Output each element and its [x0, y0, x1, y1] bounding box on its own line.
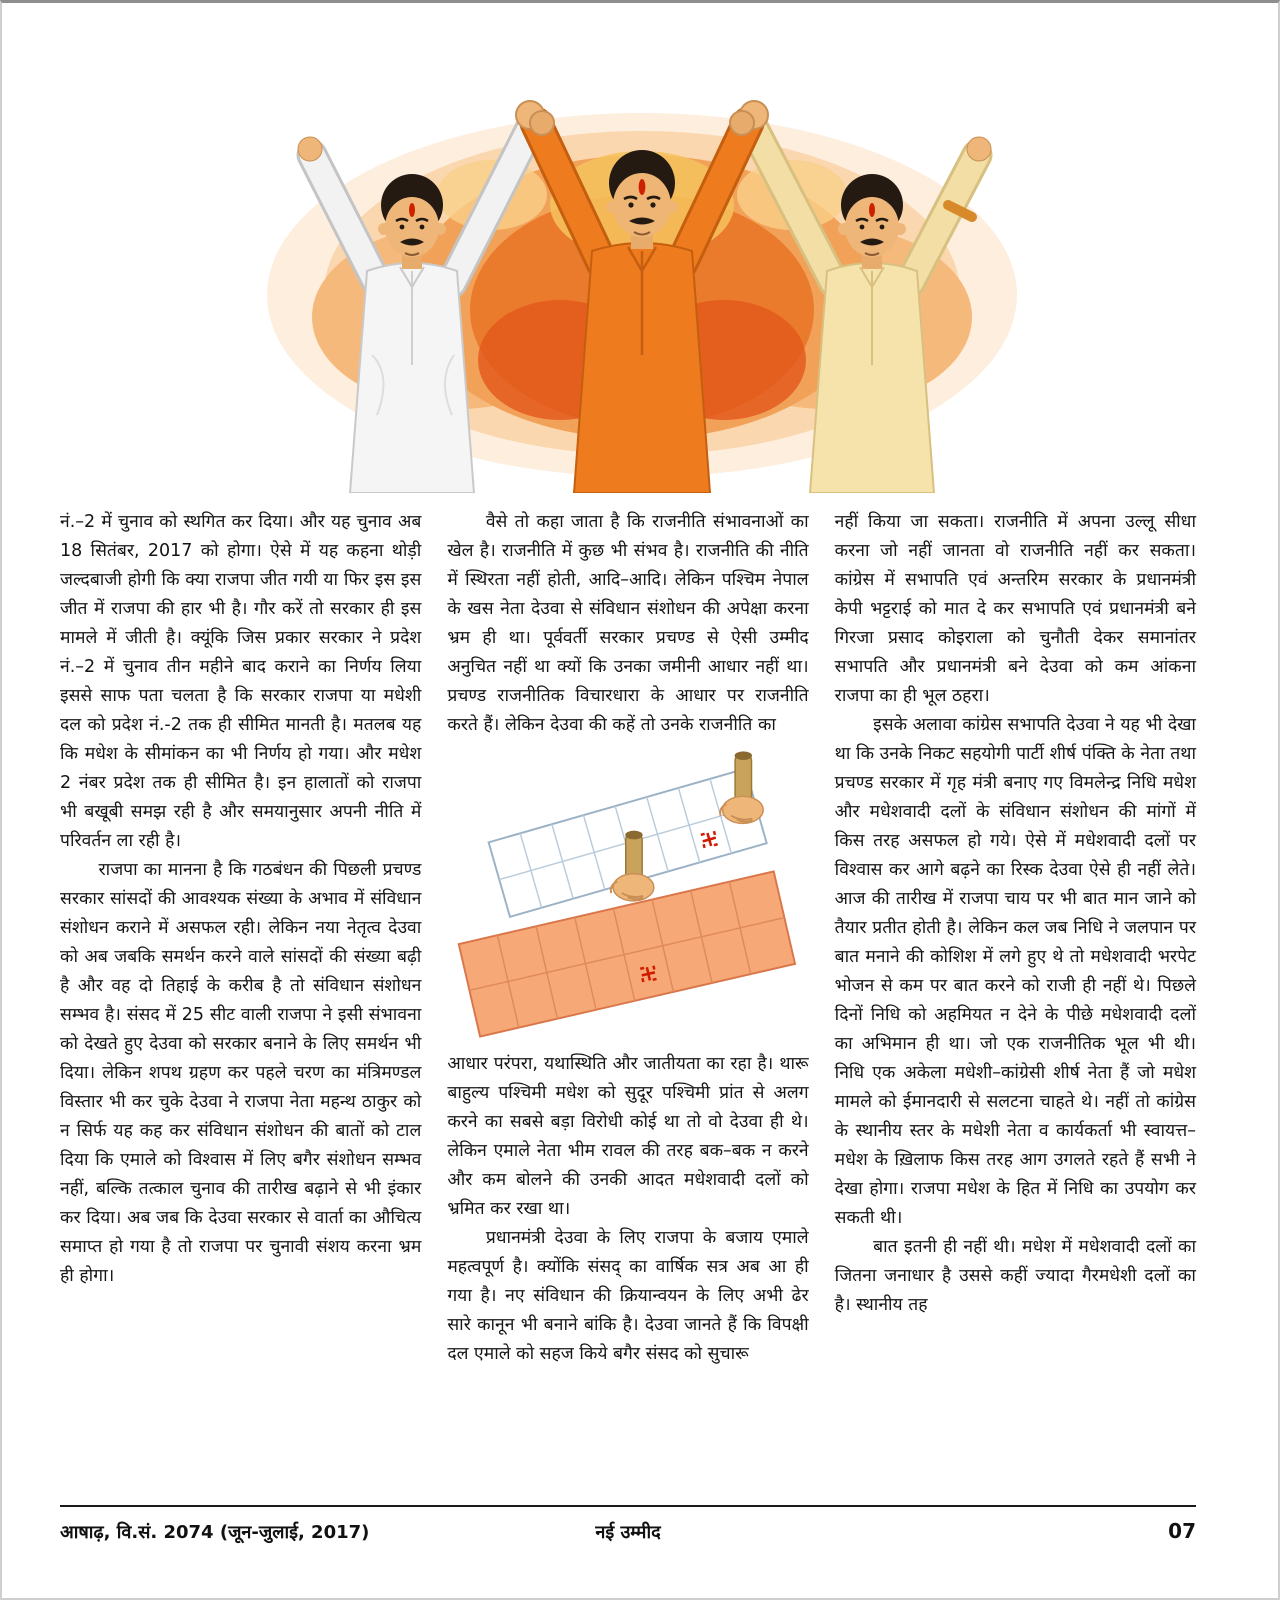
footer-issue-date: आषाढ़, वि.सं. 2074 (जून-जुलाई, 2017)	[60, 1522, 370, 1543]
paragraph: बात इतनी ही नहीं थी। मधेश में मधेशवादी दलों का जितना जनाधार है उससे कहीं ज्यादा गैरमधेशी दलों का है। स्थानीय तह	[834, 1237, 1196, 1315]
page-footer	[60, 1505, 1196, 1544]
paragraph: इसके अलावा कांग्रेस सभापति देउवा ने यह भी देखा था कि उनके निकट सहयोगी पार्टी शीर्ष पंक्ति के नेता तथा प्रचण्ड सरकार में गृह मंत्री बनाए गए विमलेन्द्र निधि मधेश और मधेशवादी दलों के संविधान संशोधन की मांगों में किस तरह असफल हो गये। ऐसे में मधेशवादी दलों पर विश्वास कर आगे बढ़ने का रिस्क देउवा ऐसे ही नहीं लेते। आज की तारीख में राजपा चाय पर भी बात मान जाने को तैयार प्रतीत होती है। लेकिन कल जब निधि ने जलपान पर बात मनाने की कोशिश में लगे हुए थे तो मधेशवादी भरपेट भोजन से कम पर बात करने को राजी ही नहीं थे। पिछले दिनों निधि को अहमियत न देने के पीछे मधेशवादी दलों का अभिमान ही था। जो एक राजनीतिक भूल भी थी। निधि एक अकेला मधेशी–कांग्रेसी शीर्ष नेता हैं जो मधेश मामले को ईमानदारी से सलटना चाहते थे। नहीं तो कांग्रेस के स्थानीय स्तर के मधेशी नेता व कार्यकर्ता भी स्वायत्त–मधेश के ख़िलाफ किस तरह आग उगलते रहते हैं सभी ने देखा होगा। राजपा मधेश के हित में निधि का उपयोग कर सकती थी।	[834, 715, 1196, 1228]
paragraph: वैसे तो कहा जाता है कि राजनीति संभावनाओं का खेल है। राजनीति में कुछ भी संभव है। राजनीति की नीति में स्थिरता नहीं होती, आदि–आदि। लेकिन पश्चिम नेपाल के खस नेता देउवा से संविधान संशोधन की अपेक्षा करना भ्रम ही था। पूर्ववर्ती सरकार प्रचण्ड से ऐसी उम्मीद अनुचित नहीं था क्यों कि उनका जमीनी आधार नहीं था। प्रचण्ड राजनीतिक विचारधारा के आधार पर राजनीति करते हैं। लेकिन देउवा की कहें तो उनके राजनीति का	[447, 512, 809, 735]
paragraph: आधार परंपरा, यथास्थिति और जातीयता का रहा है। थारू बाहुल्य पश्चिमी मधेश को सुदूर पश्चिमी प्रांत से अलग करने का सबसे बड़ा विरोधी कोई था तो वो देउवा ही थे। लेकिन एमाले नेता भीम रावल की तरह बक–बक न करने और कम बोलने की उनकी आदत मधेशवादी दलों को भ्रमित कर रखा था।	[447, 1054, 809, 1219]
paragraph: नं.–2 में चुनाव को स्थगित कर दिया। और यह चुनाव अब 18 सितंबर, 2017 को होगा। ऐसे में यह कहना थोड़ी जल्दबाजी होगी कि क्या राजपा जीत गयी या फिर इस इस जीत में राजपा की हार भी है। गौर करें तो सरकार ही इस मामले में जीती है। क्यूंकि जिस प्रकार सरकार ने प्रदेश नं.–2 में चुनाव तीन महीने बाद कराने का निर्णय लिया इससे साफ पता चलता है कि सरकार राजपा या मधेशी दल को प्रदेश नं.-2 तक ही सीमित मानती है। मतलब यह कि मधेश के सीमांकन का भी निर्णय हो गया। और मधेश 2 नंबर प्रदेश तक ही सीमित है। इन हालातों को राजपा भी बखूबी समझ रही है और समयानुसार अपनी नीति में परिवर्तन ला रही है।	[60, 512, 422, 851]
ballot-stamping-illustration	[447, 746, 808, 1046]
footer-magazine-title: नई उम्मीद	[595, 1522, 661, 1543]
footer-page-number: 07	[1168, 1519, 1197, 1543]
three-leaders-unity-illustration	[162, 55, 1122, 493]
text-column-3	[835, 508, 1196, 1369]
paragraph: राजपा का मानना है कि गठबंधन की पिछली प्रचण्ड सरकार सांसदों की आवश्यक संख्या के अभाव में संविधान संशोधन कराने में असफल रही। लेकिन नया नेतृत्व देउवा को अब जबकि समर्थन करने वाले सांसदों की संख्या बढ़ी है और वह दो तिहाई के करीब है तो संविधान संशोधन सम्भव है। संसद में 25 सीट वाली राजपा ने इसी संभावना को देखते हुए देउवा को सरकार बनाने के लिए समर्थन भी दिया। लेकिन शपथ ग्रहण कर पहले चरण का मंत्रिमण्डल विस्तार भी कर चुके देउवा ने राजपा नेता महन्थ ठाकुर को न सिर्फ यह कह कर संविधान संशोधन की बातों को टाल दिया कि एमाले को विश्वास में लिए बगैर संशोधन सम्भव नहीं, बल्कि तत्काल चुनाव की तारीख बढ़ाने से भी इंकार कर दिया। अब जब कि देउवा सरकार से वार्ता का औचित्य समाप्त हो गया है तो राजपा पर चुनावी संशय करना भ्रम ही होगा।	[60, 860, 422, 1286]
paragraph: नहीं किया जा सकता। राजनीति में अपना उल्लू सीधा करना जो नहीं जानता वो राजनीति नहीं कर सकता। कांग्रेस में सभापति एवं अन्तरिम सरकार के प्रधानमंत्री केपी भट्टराई को मात दे कर सभापति एवं प्रधानमंत्री बने गिरजा प्रसाद कोइराला को चुनौती देकर समानांतर सभापति और प्रधानमंत्री बने देउवा को कम आंकना राजपा का ही भूल ठहरा।	[834, 512, 1196, 706]
text-column-2	[447, 508, 808, 1369]
article-body	[60, 508, 1196, 1369]
text-column-1	[60, 508, 421, 1369]
paragraph: प्रधानमंत्री देउवा के लिए राजपा के बजाय एमाले महत्वपूर्ण है। क्योंकि संसद् का वार्षिक सत्र अब आ ही गया है। नए संविधान की क्रियान्वयन के लिए अभी ढेर सारे कानून भी बनाने बांकि है। देउवा जानते हैं कि विपक्षी दल एमाले को सहज किये बगैर संसद को सुचारू	[447, 1228, 809, 1364]
